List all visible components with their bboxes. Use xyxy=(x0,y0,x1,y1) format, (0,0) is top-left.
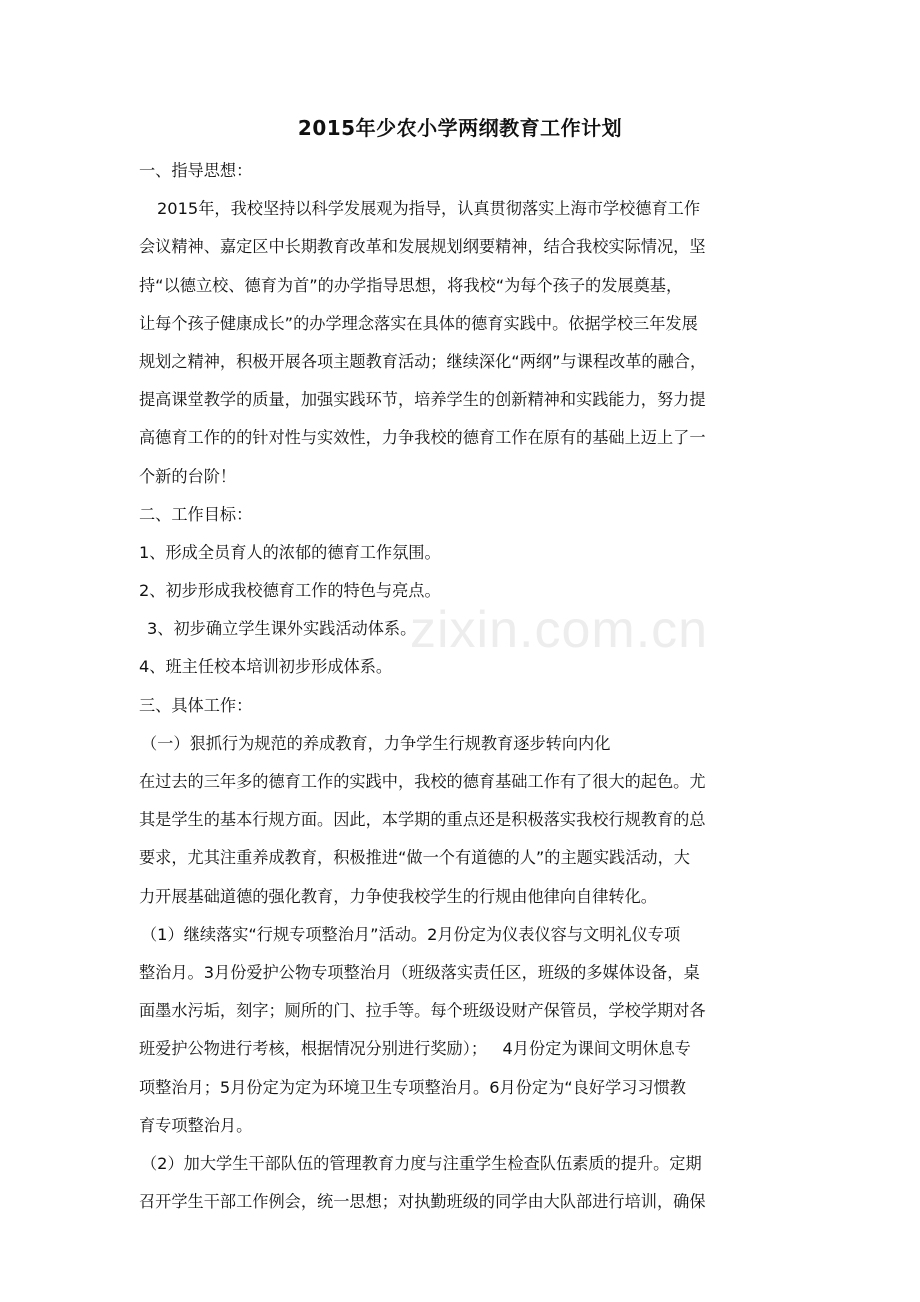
paragraph-line: 2015年，我校坚持以科学发展观为指导，认真贯彻落实上海市学校德育工作 xyxy=(157,199,701,219)
section-heading-specific-work: 三、具体工作： xyxy=(139,695,253,715)
paragraph-line: 要求，尤其注重养成教育，积极推进“做一个有道德的人”的主题实践活动，大 xyxy=(139,848,690,868)
section-heading-work-goals: 二、工作目标： xyxy=(139,504,253,524)
section-heading-guiding-ideology: 一、指导思想： xyxy=(139,161,253,180)
paragraph-line: 班爱护公物进行考核，根据情况分别进行奖励）； 4月份定为课间文明休息专 xyxy=(139,1039,691,1059)
paragraph-line: 提高课堂教学的质量，加强实践环节，培养学生的创新精神和实践能力，努力提 xyxy=(139,390,706,410)
paragraph-line: （2）加大学生干部队伍的管理教育力度与注重学生检查队伍素质的提升。定期 xyxy=(141,1153,702,1173)
paragraph-line: 项整治月；5月份定为定为环境卫生专项整治月。6月份定为“良好学习习惯教 xyxy=(139,1077,686,1097)
paragraph-line: （1）继续落实“行规专项整治月”活动。2月份定为仪表仪容与文明礼仪专项 xyxy=(141,924,681,944)
watermark: zixin.com.cn xyxy=(410,601,709,659)
subsection-heading: （一）狠抓行为规范的养成教育，力争学生行规教育逐步转向内化 xyxy=(141,733,611,753)
paragraph-line: 整治月。3月份爱护公物专项整治月（班级落实责任区，班级的多媒体设备，桌 xyxy=(139,962,700,982)
document-title: 2015年少农小学两纲教育工作计划 xyxy=(297,116,623,140)
paragraph-line: 规划之精神，积极开展各项主题教育活动；继续深化“两纲”与课程改革的融合， xyxy=(139,351,707,371)
paragraph-line: 召开学生干部工作例会，统一思想；对执勤班级的同学由大队部进行培训，确保 xyxy=(139,1192,706,1212)
list-item: 1、形成全员育人的浓郁的德育工作氛围。 xyxy=(139,542,441,562)
paragraph-line: 育专项整治月。 xyxy=(139,1115,253,1135)
list-item: 4、班主任校本培训初步形成体系。 xyxy=(139,657,393,677)
paragraph-line: 其是学生的基本行规方面。因此，本学期的重点还是积极落实我校行规教育的总 xyxy=(139,810,706,830)
paragraph-line: 会议精神、嘉定区中长期教育改革和发展规划纲要精神，结合我校实际情况，坚 xyxy=(139,237,706,257)
list-item: 2、初步形成我校德育工作的特色与亮点。 xyxy=(139,581,441,601)
paragraph-line: 高德育工作的的针对性与实效性，力争我校的德育工作在原有的基础上迈上了一 xyxy=(139,428,706,448)
document-body xyxy=(139,152,787,1221)
paragraph-line: 在过去的三年多的德育工作的实践中，我校的德育基础工作有了很大的起色。尤 xyxy=(139,772,706,791)
list-item: 3、初步确立学生课外实践活动体系。 xyxy=(147,619,417,639)
paragraph-line: 让每个孩子健康成长”的办学理念落实在具体的德育实践中。依据学校三年发展 xyxy=(139,313,698,333)
paragraph-line: 力开展基础道德的强化教育，力争使我校学生的行规由他律向自律转化。 xyxy=(139,886,657,906)
paragraph-line: 个新的台阶！ xyxy=(139,466,237,486)
paragraph-line: 持“以德立校、德育为首”的办学指导思想，将我校“为每个孩子的发展奠基， xyxy=(139,275,683,295)
paragraph-line: 面墨水污垢，刻字；厕所的门、拉手等。每个班级设财产保管员，学校学期对各 xyxy=(139,1001,706,1021)
